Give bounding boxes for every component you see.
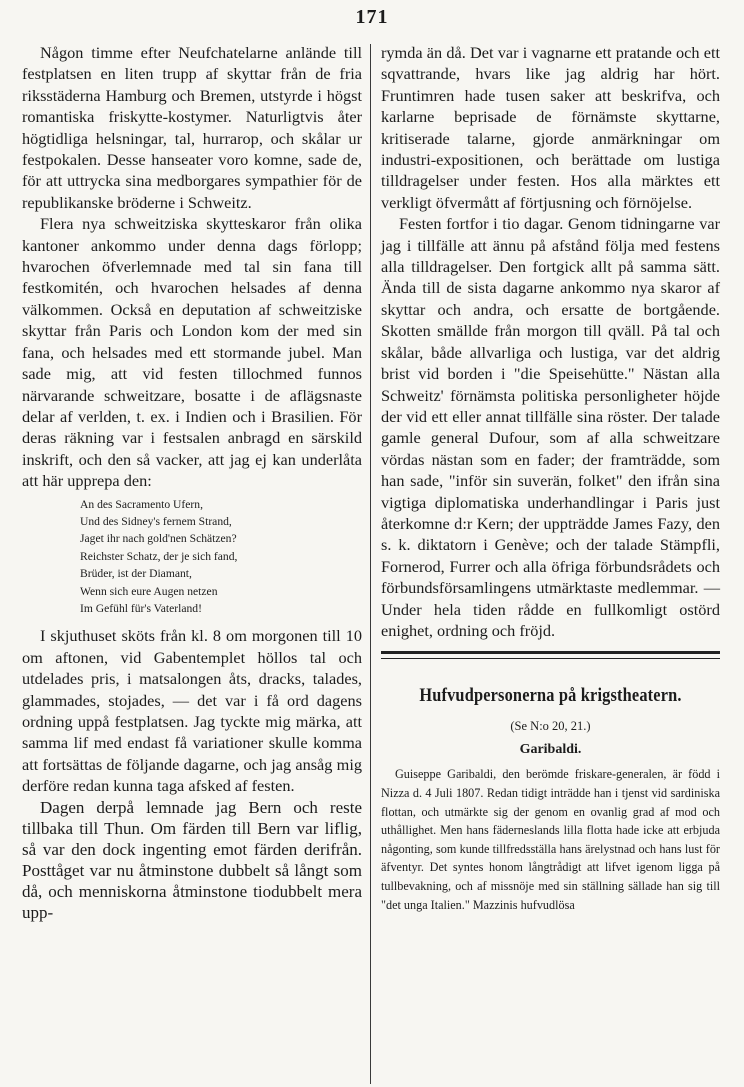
- poem-line: Im Gefühl für's Vaterland!: [80, 601, 202, 615]
- page-number: 171: [355, 6, 389, 28]
- paragraph-departure: Dagen derpå lemnade jag Bern och reste tillbaka till Thun. Om färden till Bern var liflig, så var den dock ingenting emot färden derifrån. Posttåget var nu åtminstone dubbelt så långt som då, och menniskorna åtminstone tiodubbelt mera upp-: [22, 797, 362, 922]
- right-column: [381, 42, 720, 914]
- poem-line: Und des Sidney's fernem Strand,: [80, 514, 232, 528]
- column-divider: [370, 44, 371, 1084]
- section-subject-name: Garibaldi.: [519, 742, 582, 758]
- poem-line: An des Sacramento Ufern,: [80, 497, 203, 511]
- paragraph-shooting-house: I skjuthuset sköts från kl. 8 om morgonen till 10 om aftonen, vid Gabentemplet höllos tal och utdelades pris, i matsalongen åts, dracks, talades, glammades, stojades, — det var i få ord dagens ordning uppå festplatsen. Jag tyckte mig märka, att samma lif med endast få variationer skulle komma att fortsättas de följande dagarne, och jag ansåg mig derföre redan kunna taga afsked af festen.: [22, 626, 362, 796]
- poem-line: Brüder, ist der Diamant,: [80, 567, 192, 581]
- left-column: [22, 42, 362, 923]
- poem-line: Wenn sich eure Augen netzen: [80, 584, 218, 598]
- paragraph-festival-continues: Festen fortfor i tio dagar. Genom tidningarne var jag i tillfälle att ännu på afstånd följa med festens alla tilldragelser. Den fortgick allt på samma sätt. Ända till de sista dagarne ankommo nya skaror af skyttar och andra, och ersatte de bortgående. Skotten smällde från morgon till qväll. På tal och skålar, både allvarliga och lustiga, var det aldrig brist vid borden i "die Speisehütte." Nästan alla Schweitz' förnämsta politiska personligheter höjde der vid ett eller annat tillfälle sina röster. Der talade gamle general Dufour, som af alla schweitzare vördas nästan som en fader; der framträdde, som han sade, "inför sin suverän, folket" den ifrån sina vigtiga diplomatiska underhandlingar i Paris just återkomne d:r Kern; der uppträdde James Fazy, den s. k. diktatorn i Genève; och der talade Stämpfli, Fornerod, Furrer och alla öfriga förbundsrådets och förbundsförsamlingens utmärktaste medlemmar. — Under hela tiden rådde en fullkomligt ostörd enighet, ordning och fröjd.: [381, 214, 720, 640]
- section-divider: [381, 651, 720, 659]
- section-reference: (Se N:o 20, 21.): [510, 719, 591, 734]
- section-title: Hufvudpersonerna på krigstheatern.: [419, 685, 682, 707]
- poem-line: Jaget ihr nach gold'nen Schätzen?: [80, 532, 237, 546]
- paragraph-hanseatic-arrival: Någon timme efter Neufchatelarne anlände till festplatsen en liten trupp af skyttar från de fria riksstäderna Hamburg och Bremen, utstyrde i högst romantiska friskytte-kostymer. Naturligtvis åter högtidliga helsningar, tal, hurrarop, och skålar ur festpokalen. Desse hanseater voro komne, sade de, för att uttrycka sina medborgares sympathier för de republikanske bröderne i Schweitz.: [22, 43, 362, 212]
- paragraph-train-chatter: rymda än då. Det var i vagnarne ett pratande och ett sqvattrande, hvars like jag aldrig har hört. Fruntimren hade tusen saker att beskrifva, och karlarne beprisade de förnämste skyttarne, kritiserade talarne, gjorde anmärkningar om industri-expositionen, och berättade om lustiga tilldragelser under festen. Hos alla märktes ett verkligt öfvermått af förtjusning och förnöjelse.: [381, 43, 720, 212]
- inscription-poem: [80, 496, 362, 618]
- paragraph-garibaldi-bio: Guiseppe Garibaldi, den berömde friskare-generalen, är född i Nizza d. 4 Juli 1807. Redan tidigt inträdde han i tjenst vid sardiniska flottan, och utmärkte sig der genom en ovanlig grad af mod och uthållighet. Men hans fäderneslands lilla flotta hade icke att erbjuda någonting, som kunde tillfredsställa hans ärelystnad och hans lust för äfventyr. Det syntes honom långtrådigt att lifvet igenom ligga på tullbevakning, och af missnöje med sin ställning sällade han sig till "det unga Italien." Mazzinis hufvudlösa: [381, 767, 720, 912]
- poem-line: Reichster Schatz, der je sich fand,: [80, 549, 238, 563]
- paragraph-swiss-groups: Flera nya schweitziska skytteskaror från olika kantoner ankommo under denna dags förlopp; hvarochen öfverlemnade med tal sin fana till festkomitén, och hvarochen helsades af denna välkommen. Också en deputation af schweitziske skyttar från Paris och London kom der med sin fana, och helsades med ett stormande jubel. Man sade mig, att vid festen tillochmed funnos närvarande schweitzare, bosatte i de aflägsnaste delar af verlden, t. ex. i Indien och i Brasilien. För deras räkning var i festsalen anbragd en särskild inskrift, och den så vacker, att jag ej kan underlåta att här upprepa den:: [22, 214, 362, 491]
